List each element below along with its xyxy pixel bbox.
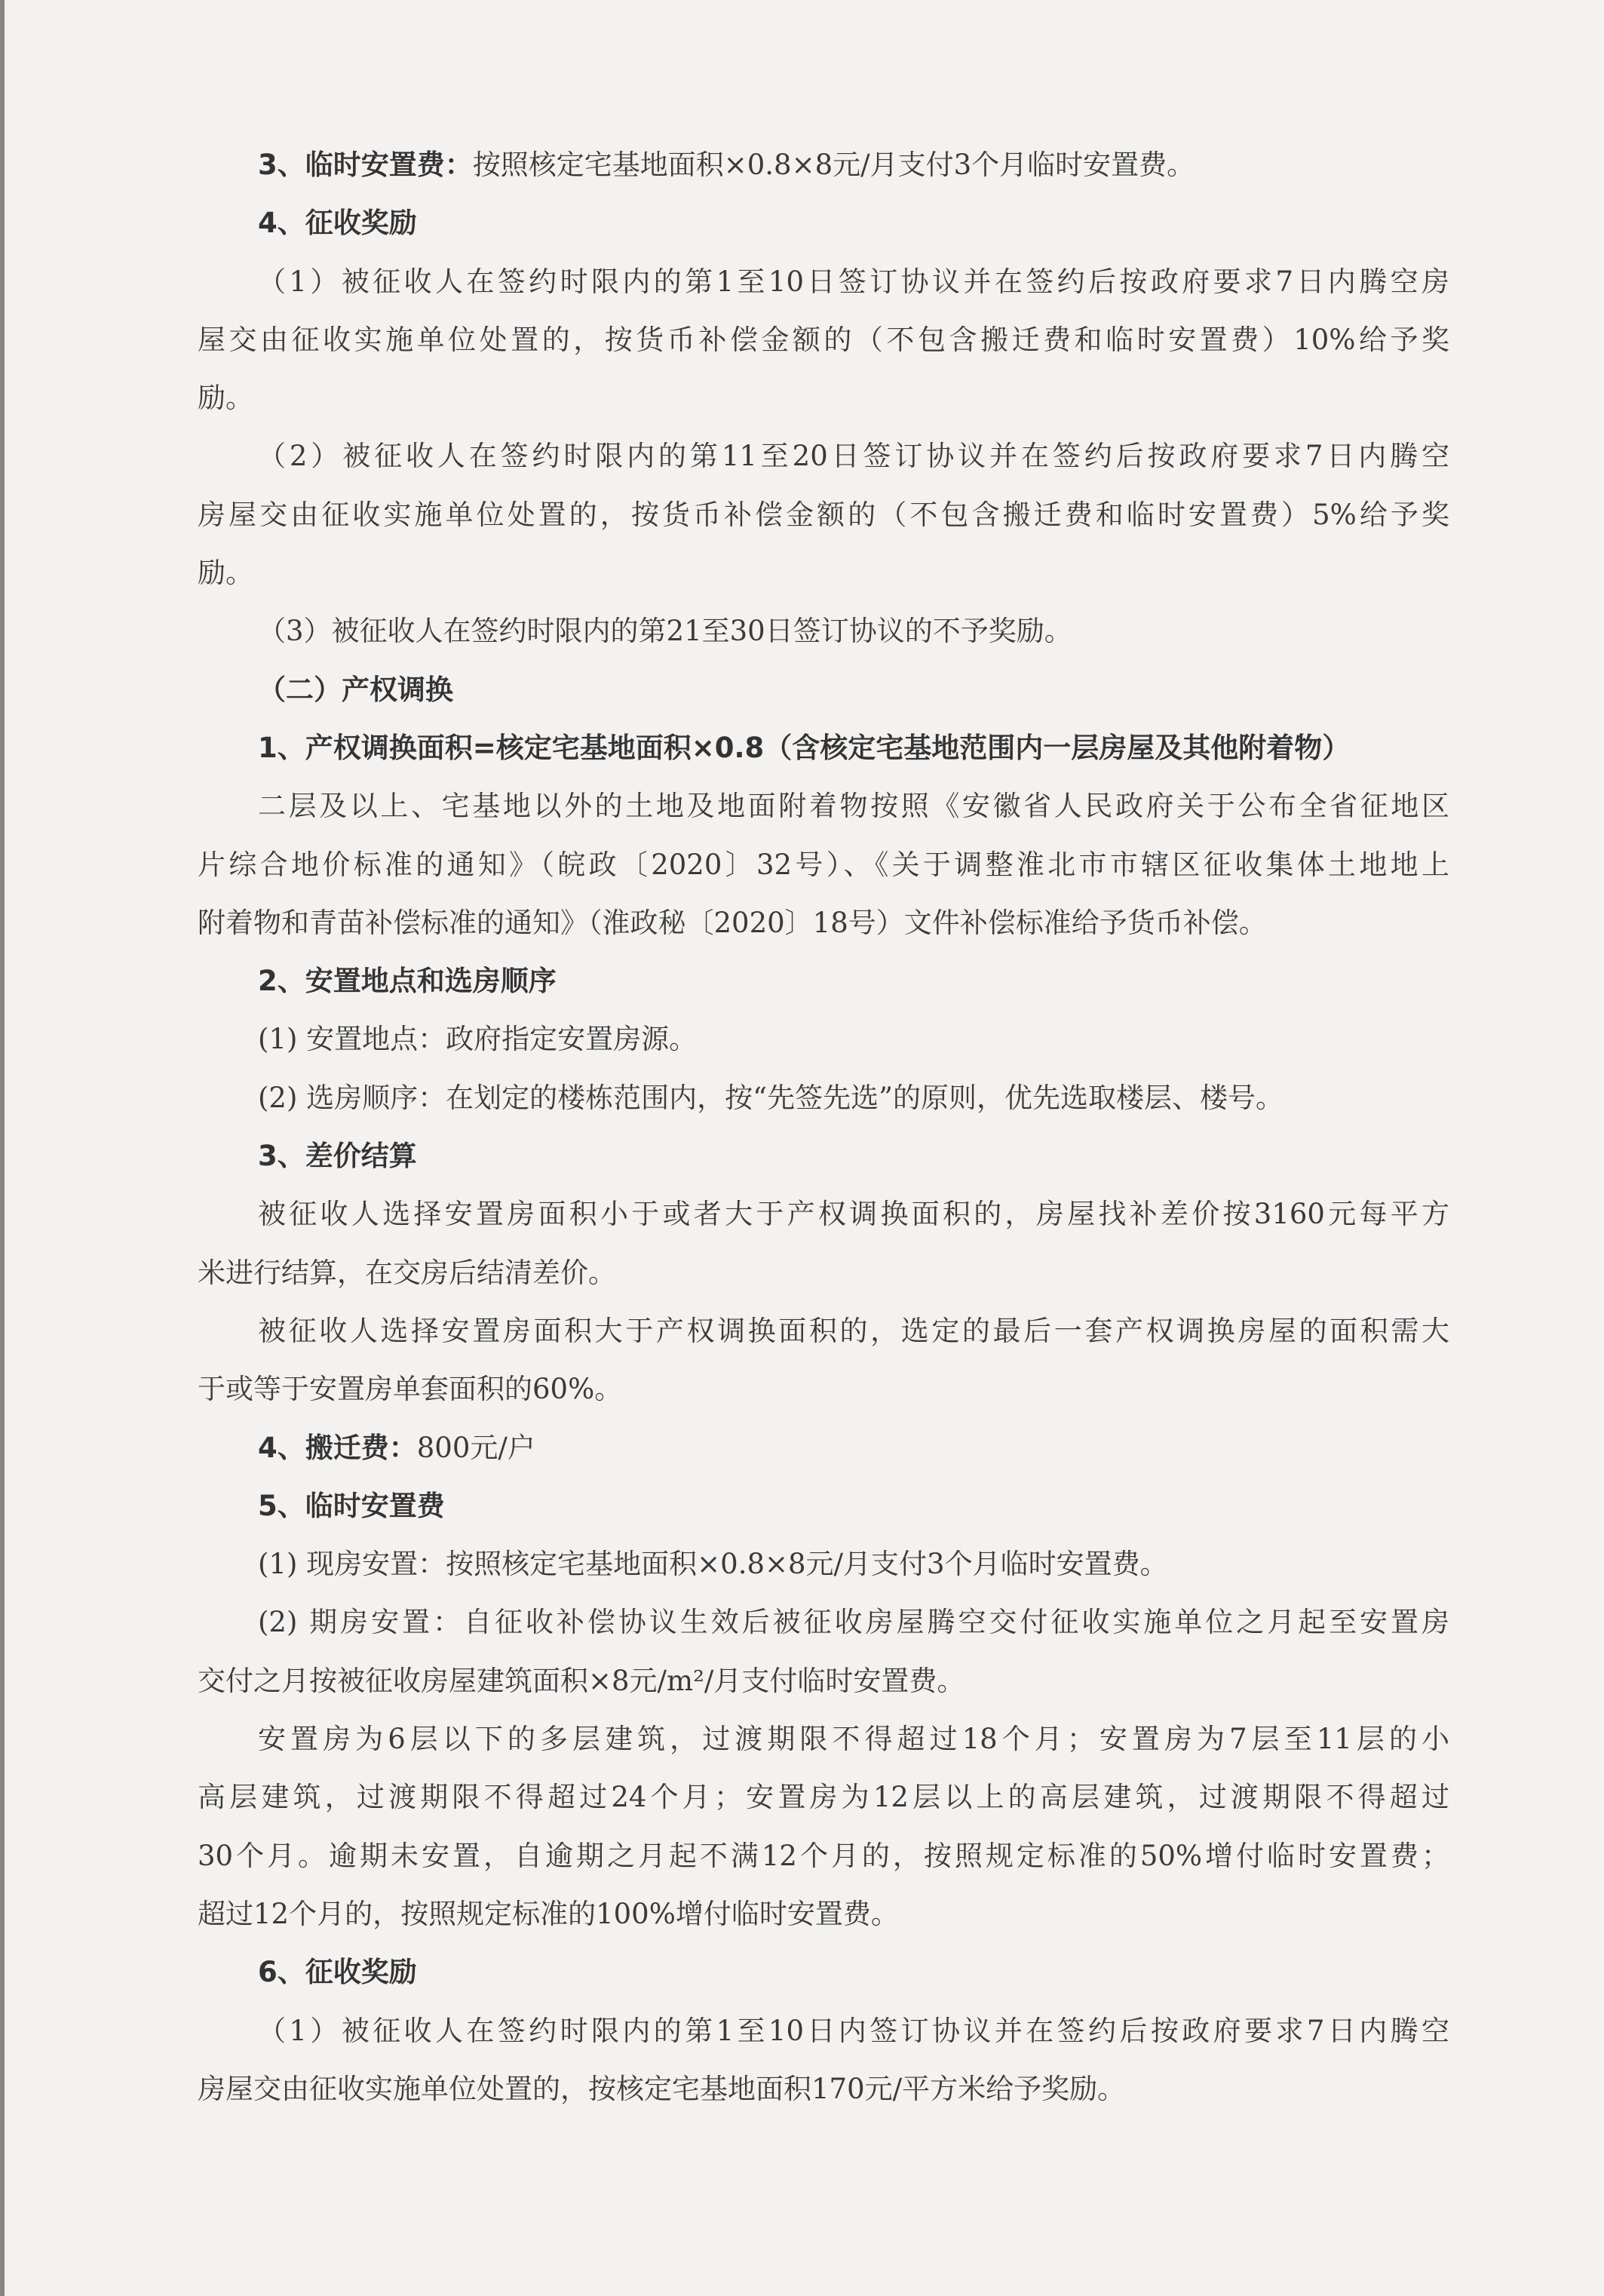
exchange-area-line-3: 附着物和青苗补偿标准的通知》（淮政秘〔2020〕18号）文件补偿标准给予货币补偿。 [198,906,1267,939]
inline-bold-label: 4、搬迁费： [258,1431,417,1464]
price-diff-line-3: 被征收人选择安置房面积大于产权调换面积的，选定的最后一套产权调换房屋的面积需大 [258,1314,1449,1347]
inline-bold-label: 3、临时安置费： [258,149,473,181]
item-3-temporary-resettlement-fee [198,136,1449,194]
temp-fee-future-housing-line-2: 交付之月按被征收房屋建筑面积×8元/m²/月支付临时安置费。 [198,1664,965,1697]
item-4-relocation-fee [198,1419,1449,1477]
order-line: (2) 选房顺序：在划定的楼栋范围内，按“先签先选”的原则，优先选取楼层、楼号。 [258,1081,1284,1114]
inline-body-text: 800元/户 [416,1431,535,1464]
temp-fee-existing-housing: (1) 现房安置：按照核定宅基地面积×0.8×8元/月支付3个月临时安置费。 [258,1548,1168,1581]
reward-6-line-2: 房屋交由征收实施单位处置的，按核定宅基地面积170元/平方米给予奖励。 [198,2072,1126,2105]
heading-5-temporary-fee: 5、临时安置费 [258,1489,445,1522]
heading-4-expropriation-reward: 4、征收奖励 [258,207,417,240]
reward-1-line-1: （1）被征收人在签约时限内的第1至10日签订协议并在签约后按政府要求7日内腾空房 [258,265,1449,298]
price-diff-line-1: 被征收人选择安置房面积小于或者大于产权调换面积的，房屋找补差价按3160元每平方 [258,1198,1449,1231]
reward-2-line-3: 励。 [198,557,253,590]
reward-3-line-1: （3）被征收人在签约时限内的第21至30日签订协议的不予奖励。 [258,615,1072,648]
temp-fee-future-housing-line-1: (2) 期房安置：自征收补偿协议生效后被征收房屋腾空交付征收实施单位之月起至安置房 [258,1606,1449,1639]
heading-2-location-and-order: 2、安置地点和选房顺序 [258,965,557,998]
exchange-area-line-2: 片综合地价标准的通知》（皖政〔2020〕32号）、《关于调整淮北市市辖区征收集体土地地上 [198,848,1449,881]
reward-2-line-1: （2）被征收人在签约时限内的第11至20日签订协议并在签约后按政府要求7日内腾空 [258,440,1449,473]
location-line: (1) 安置地点：政府指定安置房源。 [258,1023,698,1056]
reward-6-line-1: （1）被征收人在签约时限内的第1至10日内签订协议并在签约后按政府要求7日内腾空 [258,2014,1449,2047]
transition-period-line-3: 30个月。逾期未安置，自逾期之月起不满12个月的，按照规定标准的50%增付临时安置费； [198,1839,1449,1872]
reward-2-line-2: 房屋交由征收实施单位处置的，按货币补偿金额的（不包含搬迁费和临时安置费）5%给予奖 [198,498,1449,531]
reward-1-line-3: 励。 [198,382,253,415]
document-body [198,136,1449,2118]
transition-period-line-1: 安置房为6层以下的多层建筑，过渡期限不得超过18个月；安置房为7层至11层的小 [258,1723,1449,1756]
heading-property-exchange: （二）产权调换 [258,673,453,706]
price-diff-line-4: 于或等于安置房单套面积的60%。 [198,1373,623,1406]
price-diff-line-2: 米进行结算，在交房后结清差价。 [198,1256,616,1289]
inline-body-text: 按照核定宅基地面积×0.8×8元/月支付3个月临时安置费。 [472,149,1195,181]
exchange-area-line-1: 二层及以上、宅基地以外的土地及地面附着物按照《安徽省人民政府关于公布全省征地区 [258,790,1449,823]
heading-6-expropriation-reward: 6、征收奖励 [258,1956,417,1989]
reward-1-line-2: 屋交由征收实施单位处置的，按货币补偿金额的（不包含搬迁费和临时安置费）10%给予奖 [198,323,1449,356]
heading-3-price-difference: 3、差价结算 [258,1140,417,1173]
heading-1-exchange-area: 1、产权调换面积=核定宅基地面积×0.8（含核定宅基地范围内一层房屋及其他附着物） [258,731,1351,764]
transition-period-line-4: 超过12个月的，按照规定标准的100%增付临时安置费。 [198,1897,899,1930]
transition-period-line-2: 高层建筑，过渡期限不得超过24个月；安置房为12层以上的高层建筑，过渡期限不得超过 [198,1781,1449,1814]
